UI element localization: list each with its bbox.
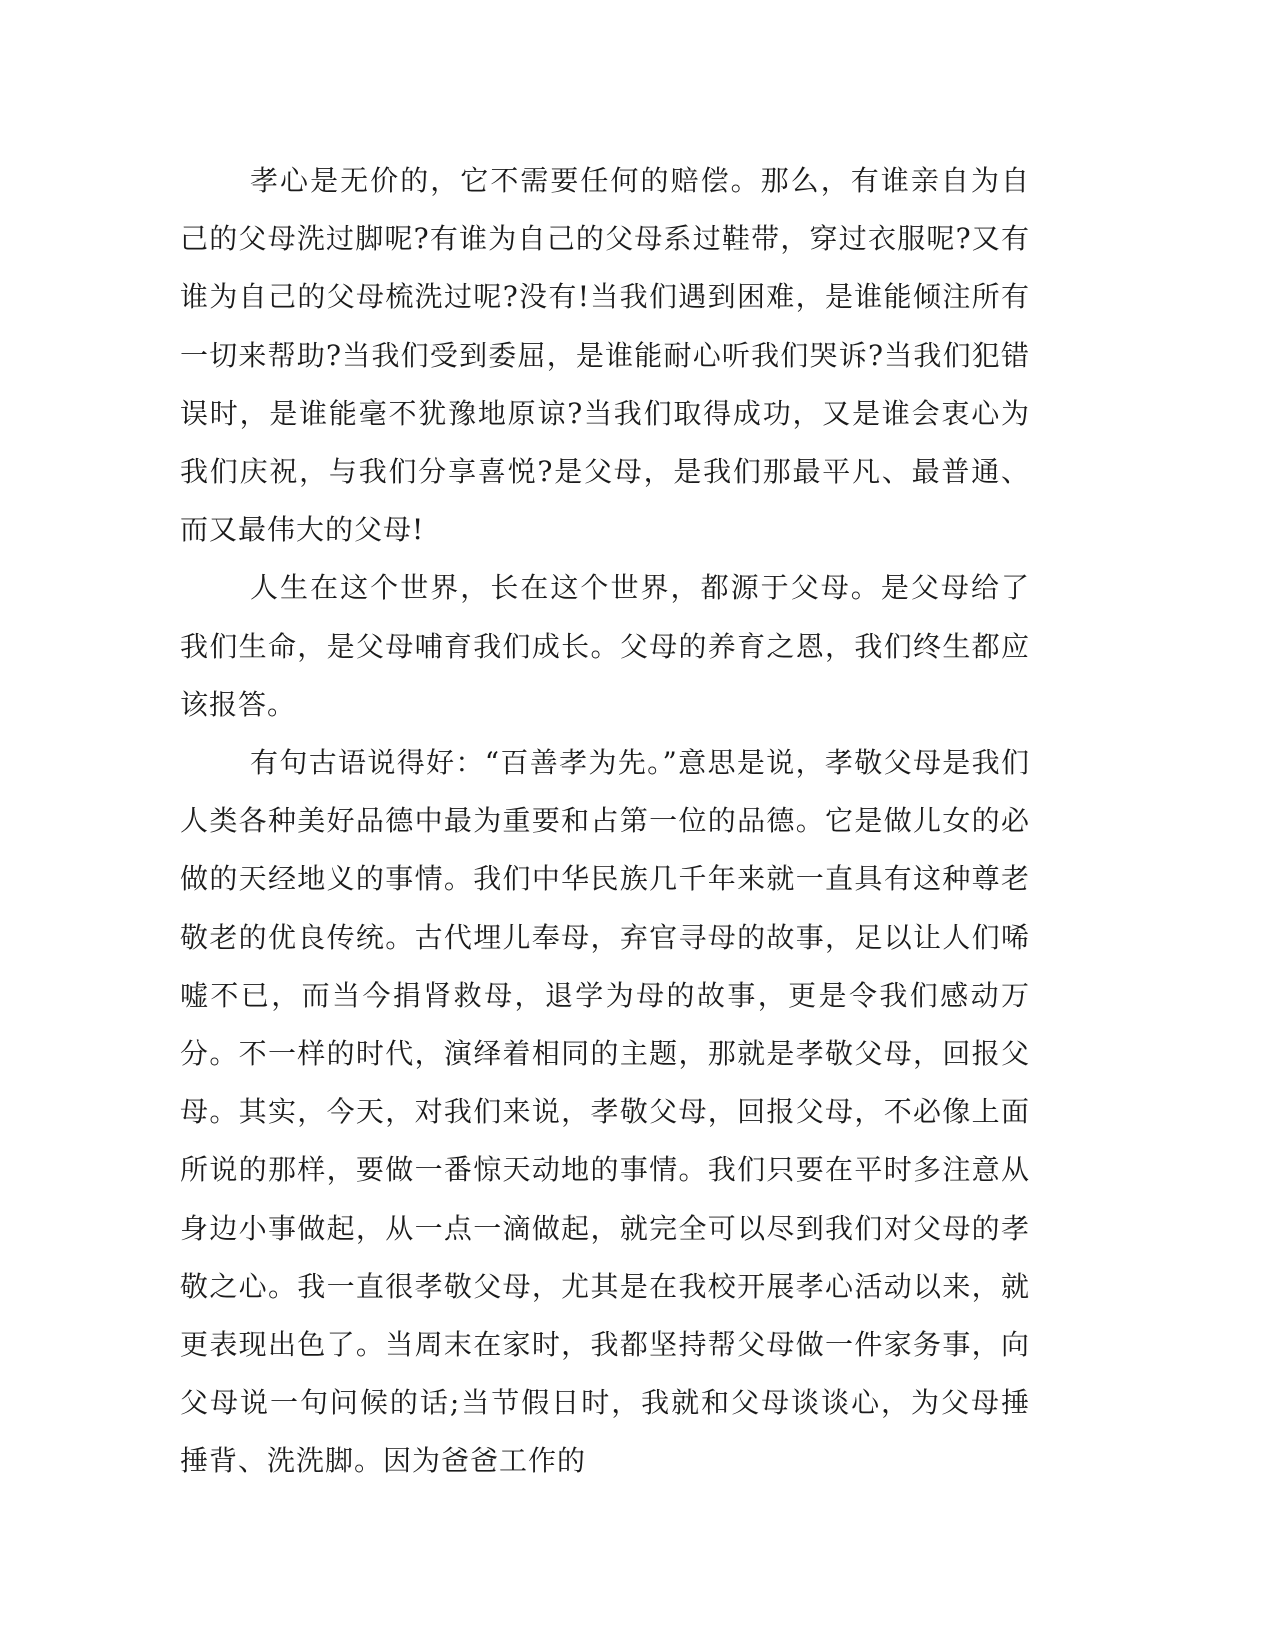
paragraph-1: 孝心是无价的，它不需要任何的赔偿。那么，有谁亲自为自己的父母洗过脚呢?有谁为自己的父母系过鞋带，穿过衣服呢?又有谁为自己的父母梳洗过呢?没有!当我们遇到困难，是谁能倾注所有一切来帮助?当我们受到委屈，是谁能耐心听我们哭诉?当我们犯错误时，是谁能毫不犹豫地原谅?当我们取得成功，又是谁会衷心为我们庆祝，与我们分享喜悦?是父母，是我们那最平凡、最普通、而又最伟大的父母! <box>180 164 1030 547</box>
paragraph-2: 人生在这个世界，长在这个世界，都源于父母。是父母给了我们生命，是父母哺育我们成长。父母的养育之恩，我们终生都应该报答。 <box>180 571 1030 721</box>
document-body <box>180 152 1030 1491</box>
paragraph-3: 有句古语说得好：“百善孝为先。”意思是说，孝敬父母是我们人类各种美好品德中最为重要和占第一位的品德。它是做儿女的必做的天经地义的事情。我们中华民族几千年来就一直具有这种尊老敬老的优良传统。古代埋儿奉母，弃官寻母的故事，足以让人们唏嘘不已，而当今捐肾救母，退学为母的故事，更是令我们感动万分。不一样的时代，演绎着相同的主题，那就是孝敬父母，回报父母。其实，今天，对我们来说，孝敬父母，回报父母，不必像上面所说的那样，要做一番惊天动地的事情。我们只要在平时多注意从身边小事做起，从一点一滴做起，就完全可以尽到我们对父母的孝敬之心。我一直很孝敬父母，尤其是在我校开展孝心活动以来，就更表现出色了。当周末在家时，我都坚持帮父母做一件家务事，向父母说一句问候的话;当节假日时，我就和父母谈谈心，为父母捶捶背、洗洗脚。因为爸爸工作的 <box>180 746 1030 1478</box>
